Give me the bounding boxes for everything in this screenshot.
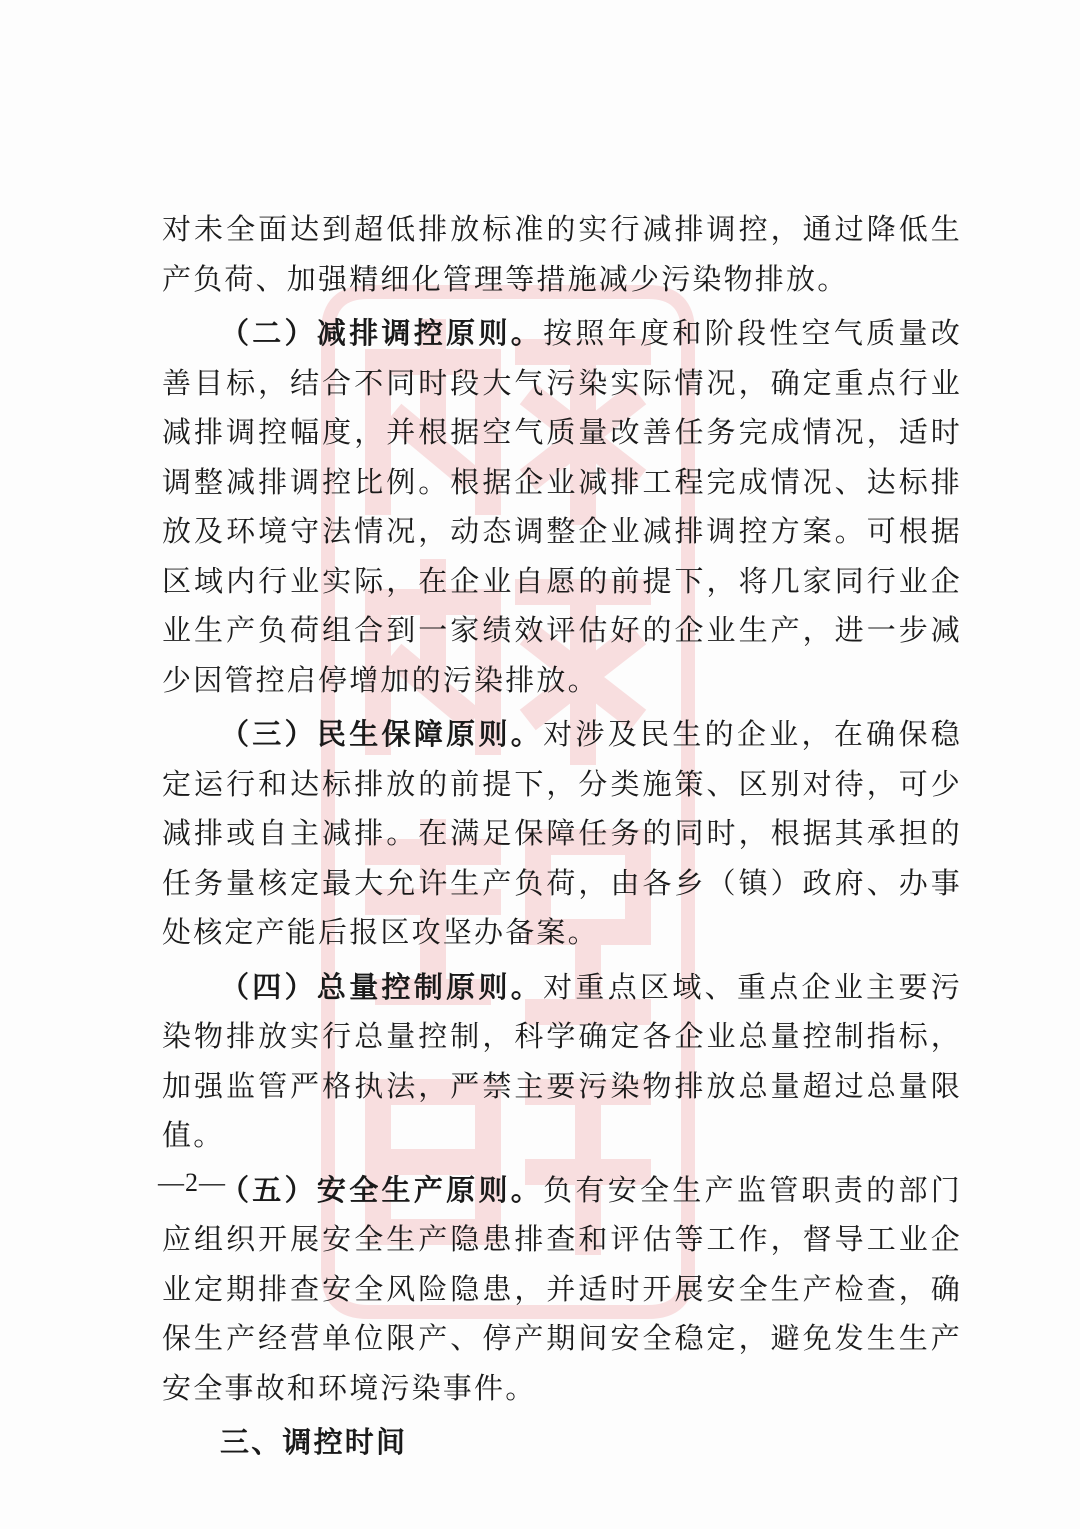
body-text: [162, 205, 962, 1468]
paragraph-text: 对重点区域、重点企业主要污染物排放实行总量控制，科学确定各企业总量控制指标，加强监管严格执法，严禁主要污染物排放总量超过总量限值。: [162, 969, 962, 1152]
page-number: —2—: [158, 1168, 226, 1197]
paragraph-text: 对涉及民生的企业，在确保稳定运行和达标排放的前提下，分类施策、区别对待，可少减排或自主减排。在满足保障任务的同时，根据其承担的任务量核定最大允许生产负荷，由各乡（镇）政府、办事处核定产能后报区攻坚办备案。: [162, 717, 962, 949]
paragraph-text: 对未全面达到超低排放标准的实行减排调控，通过降低生产负荷、加强精细化管理等措施减少污染物排放。: [162, 212, 962, 296]
paragraph-total-control-principle: [162, 963, 962, 1161]
paragraph-lead: （四）总量控制原则。: [220, 969, 544, 1004]
paragraph-text: 负有安全生产监管职责的部门应组织开展安全生产隐患排查和评估等工作，督导工业企业定期排查安全风险隐患，并适时开展安全生产检查，确保生产经营单位限产、停产期间安全稳定，避免发生生产安全事故和环境污染事件。: [162, 1172, 962, 1405]
paragraph-safety-principle: [162, 1166, 962, 1414]
paragraph-livelihood-principle: [162, 710, 962, 958]
paragraph-text: 按照年度和阶段性空气质量改善目标，结合不同时段大气污染实际情况，确定重点行业减排调控幅度，并根据空气质量改善任务完成情况，适时调整减排调控比例。根据企业减排工程完成情况、达标排放及环境守法情况，动态调整企业减排调控方案。可根据区域内行业实际，在企业自愿的前提下，将几家同行业企业生产负荷组合到一家绩效评估好的企业生产，进一步减少因管控启停增加的污染排放。: [162, 316, 962, 697]
paragraph-emission-control-principle: [162, 309, 962, 705]
paragraph-lead: （二）减排调控原则。: [220, 316, 544, 350]
section-heading: 三、调控时间: [220, 1425, 408, 1459]
paragraph-lead: （三）民生保障原则。: [220, 717, 544, 751]
paragraph-lead: （五）安全生产原则。: [220, 1172, 544, 1207]
paragraph-continuation: [162, 205, 962, 304]
